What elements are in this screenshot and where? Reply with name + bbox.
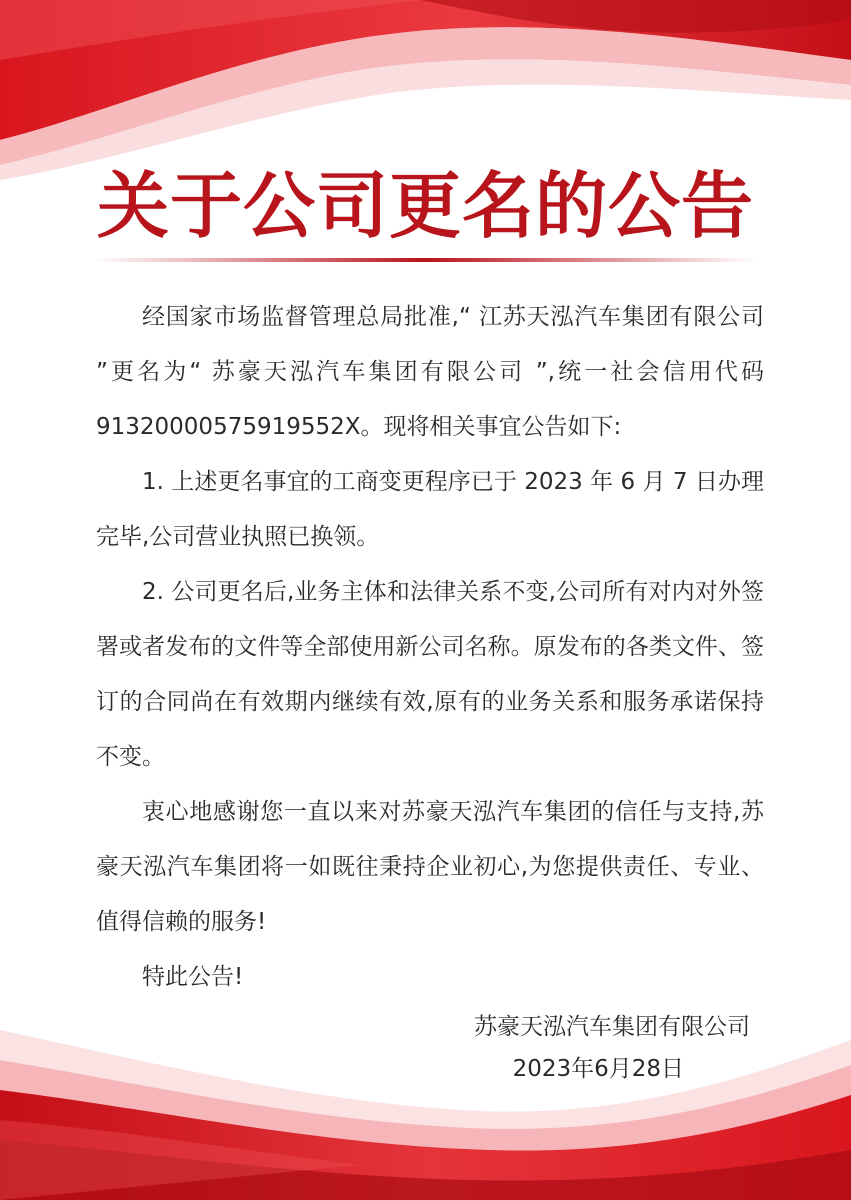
top-wave (0, 0, 851, 180)
title-divider (95, 258, 757, 262)
notice-body (96, 290, 764, 1005)
signature-block (380, 1006, 750, 1090)
paragraph-intro: 经国家市场监督管理总局批准,“ 江苏天泓汽车集团有限公司 ”更名为“ 苏豪天泓汽车集团有限公司 ”,统一社会信用代码 91320000575919552X。现将相关事宜公告如下: (96, 304, 764, 440)
signature-date: 2023年6月28日 (512, 1056, 684, 1082)
paragraph-thanks: 衷心地感谢您一直以来对苏豪天泓汽车集团的信任与支持,苏豪天泓汽车集团将一如既往秉持企业初心,为您提供责任、专业、值得信赖的服务! (96, 799, 764, 935)
paragraph-item-1: 1. 上述更名事宜的工商变更程序已于 2023 年 6 月 7 日办理完毕,公司营业执照已换领。 (96, 469, 764, 550)
paragraph-closing: 特此公告! (142, 964, 244, 990)
paragraph-item-2: 2. 公司更名后,业务主体和法律关系不变,公司所有对内对外签署或者发布的文件等全部使用新公司名称。原发布的各类文件、签订的合同尚在有效期内继续有效,原有的业务关系和服务承诺保持不变。 (96, 579, 764, 770)
notice-title: 关于公司更名的公告 (96, 164, 754, 248)
signature-company: 苏豪天泓汽车集团有限公司 (474, 1014, 750, 1040)
